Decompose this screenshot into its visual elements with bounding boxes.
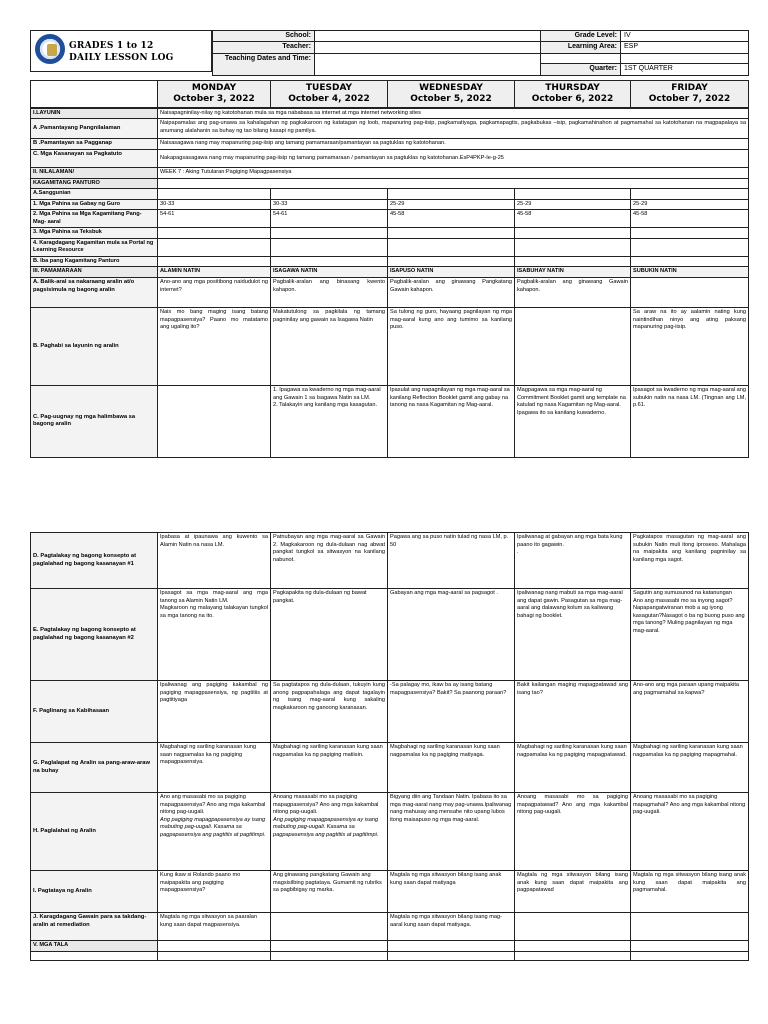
objectives-table (30, 108, 749, 458)
procedure-cell: Ano-ano ang mga paraan upang maipakita ang pagmamahal sa kapwa? (631, 681, 749, 743)
deped-seal-icon (35, 34, 65, 64)
day-name: MONDAY (191, 83, 237, 93)
grade-level-value: IV (621, 31, 749, 42)
layunin-label: I.LAYUNIN (31, 108, 158, 119)
procedure-cell: Anoang masasabi mo sa pagiging mapagpasensiya? Ano ang mga kakambal nitong pag-uugali. Ang pagiging mapagpapasensiya ay isang mabuting pag-uugali. Kasama sa pagpapasensiya ang pagtitiis at pagtitimpi. (271, 793, 388, 871)
resource-cell: 30-33 (271, 199, 388, 210)
procedure-cell-emphasis: Ang pagiging mapagpapasensiya ay isang mabuting pag-uugali. Kasama sa pagpapasensiya ang pagtitiis at pagtitimpi. (160, 816, 266, 838)
procedure-cell (631, 277, 749, 307)
school-label: School: (213, 31, 315, 42)
day-date: October 4, 2022 (288, 93, 370, 104)
teacher-label: Teacher: (213, 42, 315, 53)
layunin-text: Naisapagninilay-nilay ng katotohanan mula sa mga nababasa sa internet at mga internet networking sites (158, 108, 749, 119)
procedure-cell: Magtala ng mga sitwasyon bilang isang mag-aaral kung saan dapat matiyaga. (388, 913, 515, 941)
sanggunian-label: A.Sanggunian (31, 189, 158, 200)
procedure-cell: Pagkapakita ng dula-dulaan ng bawat pangkat. (271, 589, 388, 681)
procedure-cell: Makatutulong sa pagkilala ng tamang pagninilay ang gawain sa Isagawa Natin (271, 307, 388, 385)
procedure-cell: Bakit kailangan maging mapagpatawad ang isang tao? (515, 681, 631, 743)
day-name: FRIDAY (671, 83, 708, 93)
procedure-cell: Kung ikaw si Rolando paano mo maipapakita ang pagiging mapagpasensiya? (158, 871, 271, 913)
procedure-cell (515, 913, 631, 941)
procedure-cell: Ipaliwanag ang pagiging kakambal ng pagiging mapagpasensiya, ng pagtitiis at pagtitiyaga (158, 681, 271, 743)
resource-row-label: 3. Mga Pahina sa Teksbuk (31, 228, 158, 239)
logo-line-2: DAILY LESSON LOG (69, 53, 174, 64)
procedure-cell: Ipasagot sa kwaderno ng mga mag-aaral ang subukin natin na nasa LM. (Tingnan ang LM, p.61. (631, 385, 749, 457)
procedure-cell: Sagutin ang sumusunod na katanungan Ano ang masasabi mo sa inyong sagot? Napapangatwiranan mob a ag iyong kasagutan?Nasagot o ba ng buong puso ang mga tanong? Muling pagnilayan ng mga mag-aaral. (631, 589, 749, 681)
procedure-cell: Anoang masasabi mo sa pagiging mapagpatawad? Ano ang mga kakambal nitong pag-uugali. (515, 793, 631, 871)
procedure-cell: Sa pagtatapos ng dula-dulaan, tukuyin kung anong pagpapahalaga ang dapat tagalayin ng isang mag-aaral kung sakaling magkakaroon ng ganoong karanasan. (271, 681, 388, 743)
lesson-table-bottom (30, 532, 748, 961)
pamantayang-pangnilalaman-text: Naipapamalas ang pag-unawa sa kahalagahan ng pagkakaroon ng katatagan ng loob, mapanuring pag-iisip, pagkamatiyaga, pagkamapagtis, pagkabukas –isip, pagkamahinahon at pagmamahal sa katotohanan na magpapalaya sa anumang alalahanin sa buhay ng tao bilang kasapi ng pamilya. (158, 119, 749, 139)
mga-tala-label: V. MGA TALA (31, 941, 158, 952)
procedure-row-label: F. Paglinang sa Kabihasaan (31, 681, 158, 743)
procedure-cell: Gabayan ang mga mag-aaral sa pagsagot . (388, 589, 515, 681)
procedure-cell-text: Ipasulat ang napagnilayan ng mga mag-aaral sa kanilang Reflection Booklet gamit ang gabay na tanong na nasa Kagamitan ng Mag-aaral. (390, 386, 510, 409)
procedure-cell: Magtala ng mga sitwasyon bilang isang anak kung saan dapat matiyaga (388, 871, 515, 913)
pamantayan-pagganap-label: B .Pamantayan sa Pagganap (31, 139, 158, 150)
resource-row-label: 2. Mga Pahina sa Mga Kagamitang Pang- Mag- aaral (31, 210, 158, 228)
grade-level-label: Grade Level: (541, 31, 621, 42)
nilalaman-label: II. NILALAMAN/ (31, 167, 158, 178)
procedure-cell: Magbahagi ng sariling karanasan kung saan nagpamalas ka ng pagiging mapagpasensiya. (158, 743, 271, 793)
procedure-cell: Magtala ng mga sitwasyon bilang isang anak kung saan dapat maipakita ang pagpapatawad (515, 871, 631, 913)
teaching-dates-label: Teaching Dates and Time: (213, 53, 315, 75)
procedure-cell: Bigyang diin ang Tandaan Natin. Ipabasa ito sa mga mag-aaral nang may pag-unawa.Ipaliwanag nang mahusay ang mensahe nito upang lubos itong maisapuso ng mga mag-aaral. (388, 793, 515, 871)
day-header-monday (158, 81, 271, 108)
procedure-cell: Ipaliwanag at gabayan ang mga bata kung paano ito gagawin. . (515, 533, 631, 589)
day-date: October 5, 2022 (410, 93, 492, 104)
procedure-cell: Ano-ano ang mga positibong naidudulot ng internet? (158, 277, 271, 307)
procedures-table (30, 532, 749, 961)
day-name: TUESDAY (305, 83, 353, 93)
procedure-cell: Anoang masasabi mo sa pagiging mapagmahal? Ano ang mga kakambal nitong pag-uugali. (631, 793, 749, 871)
day-date: October 6, 2022 (531, 93, 614, 104)
procedure-row-label: B. Paghabi sa layunin ng aralin (31, 307, 158, 385)
days-header (30, 80, 749, 108)
school-value (315, 31, 541, 42)
header-block (30, 30, 748, 72)
procedure-cell: Pagkatapos masagutan ng mag-aaral ang subukin Natin muli itong iproseso. Mahalaga na maipakita ang kanilang pagninilay sa kanilang mga sagot. (631, 533, 749, 589)
resource-cell: 25-29 (388, 199, 515, 210)
procedure-cell (271, 913, 388, 941)
resource-cell: 30-33 (158, 199, 271, 210)
procedure-cell: Ang ginawang pangkatang Gawain ang magsisilbing pagtataya. Gumamit ng rubriks sa pagbibigay ng marka. (271, 871, 388, 913)
teacher-value (315, 42, 541, 53)
procedure-row-label: J. Karagdagang Gawain para sa takdang- aralin at remediation (31, 913, 158, 941)
procedure-row-label: D. Pagtalakay ng bagong konsepto at paglalahad ng bagong kasanayan #1 (31, 533, 158, 589)
day-name: THURSDAY (545, 83, 600, 93)
header-info-table (212, 30, 749, 76)
resource-cell: 25-29 (515, 199, 631, 210)
procedure-cell-commitment (515, 385, 631, 457)
procedure-cell (158, 385, 271, 457)
resource-row-label: 1. Mga Pahina sa Gabay ng Guro (31, 199, 158, 210)
lesson-table-top (30, 80, 748, 458)
procedure-cell: Ipasagot sa mga mag-aaral ang mga tanong sa Alamin Natin LM. Magkaroon ng malayang talakayan tungkol sa mga tanong na ito. (158, 589, 271, 681)
procedure-cell: Pagawa ang sa puso natin tulad ng nasa LM, p. 50 (388, 533, 515, 589)
procedure-cell: Magbahagi ng sariling karanasan kung saan nagpamalas ka ng pagiging mapagmahal. (631, 743, 749, 793)
procedure-row-label: E. Pagtalakay ng bagong konsepto at paglalahad ng bagong kasanayan #2 (31, 589, 158, 681)
procedure-cell: Pagbalik-aralan ang ginawang Gawain kahapon. (515, 277, 631, 307)
kagamitan-label: KAGAMITANG PANTURO (31, 178, 158, 189)
day-header-friday (631, 81, 749, 108)
procedure-cell-emphasis: Ang pagiging mapagpapasensiya ay isang mabuting pag-uugali. Kasama sa pagpapasensiya ang pagtitiis at pagtitimpi. (273, 816, 379, 838)
procedure-row-label: I. Pagtataya ng Aralin (31, 871, 158, 913)
procedure-cell: Ipaliwanag nang mabuti sa mga mag-aaral ang dapat gawin. Pasagutan sa mga mag-aaral ang dalawang kolum sa kaliwang bahagi ng booklet. (515, 589, 631, 681)
procedure-cell: Ipabasa at ipaunawa ang kuwento sa Alamin Natin na nasa LM. (158, 533, 271, 589)
procedure-cell-text: Magpagawa sa mga mag-aaral ng Commitment Booklet gamit ang template na katulad ng nasa Kagamitan ng Mag-aaral. Ipagawa ito sa kanilang kuwaderno. (517, 386, 626, 416)
quarter-value-text: 1ST QUARTER (624, 65, 673, 73)
pamantayang-pangnilalaman-label: A .Pamantayang Pangnilalaman (31, 119, 158, 139)
nilalaman-text: WEEK 7 : Aking Tutularan:Pagiging Mapagpasensiya (158, 167, 749, 178)
phase-label: ISAGAWA NATIN (271, 267, 388, 278)
day-name: WEDNESDAY (419, 83, 483, 93)
phase-label: ISABUHAY NATIN (515, 267, 631, 278)
resource-row-label: B. Iba pang Kagamitang Panturo (31, 256, 158, 267)
procedure-cell: Magbahagi ng sariling karanasan kung saan nagpamalas ka ng pagiging mapagpatawad. (515, 743, 631, 793)
procedure-row-label: A. Balik-aral sa nakaraang aralin at/o pagsisimula ng bagong aralin (31, 277, 158, 307)
resource-row-label: 4. Karagdagang Kagamitan mula sa Portal ng Learning Resource (31, 238, 158, 256)
day-date: October 3, 2022 (173, 93, 255, 104)
procedure-row-label: H. Paglalahat ng Aralin (31, 793, 158, 871)
day-header-wednesday (388, 81, 515, 108)
logo-line-1: GRADES 1 to 12 (69, 41, 154, 51)
pamantayan-pagganap-text: Naisasagawa nang may mapanuring pag-iisip ang tamang pamamaraan/pamantayan sa pagtuklas ng katotohanan. (158, 139, 749, 150)
procedure-cell (515, 307, 631, 385)
procedure-cell: Patnubayan ang mga mag-aaral sa Gawain 2. Magkakaroon ng dula-dulaan nag abwat pangkat tungkol sa sitwasyon na kanilang nabunot. (271, 533, 388, 589)
phase-label: SUBUKIN NATIN (631, 267, 749, 278)
procedure-row-label: C. Pag-uugnay ng mga halimbawa sa bagong aralin (31, 385, 158, 457)
day-header-thursday (515, 81, 631, 108)
pamamaraan-label: III. PAMAMARAAN (31, 267, 158, 278)
kasanayan-text: Nakapagsasagawa nang may mapanuring pag-iisip ng tamang pamamaraan / pamantayan sa pagtuklas ng katotohanan.EsP4PKP-Ie-g-25 (158, 149, 749, 167)
procedure-cell: -Sa palagay mo, ikaw ba ay isang batang mapagpasensiya? Bakit? Sa paanong paraan? (388, 681, 515, 743)
procedure-cell: Sa araw na ito ay aalamin nating kung naintindihan ninyo ang ating paksang mapanuring pag-iisip. (631, 307, 749, 385)
phase-label: ALAMIN NATIN (158, 267, 271, 278)
procedure-cell: Magtala ng mga sitwasyon bilang isang anak kung saan dapat maipakita ang pagmamahal. (631, 871, 749, 913)
resource-cell: 54-61 (271, 210, 388, 228)
learning-area-value: ESP (621, 42, 749, 53)
procedure-cell: Sa tulong ng guro, hayaang pagnilayan ng mga mag-aaral kung ano ang tumimo sa kanilang puso. (388, 307, 515, 385)
resource-cell: 45-58 (388, 210, 515, 228)
procedure-cell: 1. Ipagawa sa kwaderno ng mga mag-aaral ang Gawain 1 sa Isagawa Natin sa LM. 2. Talakayin ang kanilang mga kasagutan. (271, 385, 388, 457)
procedure-cell: Magbahagi ng sariling karanasan kung saan nagpamalas ka ng pagiging matiyaga. (388, 743, 515, 793)
resource-cell: 54-61 (158, 210, 271, 228)
quarter-label: Quarter: (541, 64, 621, 75)
procedure-cell: Magbahagi ng sariling karanasan kung saan nagpamalas ka ng pagiging matiisin. (271, 743, 388, 793)
kasanayan-label: C. Mga Kasanayan sa Pagkatuto (31, 149, 158, 167)
procedure-cell: Pagbalik-aralan ang ginawang Pangkatang Gawain kahapon. (388, 277, 515, 307)
resource-cell: 45-58 (631, 210, 749, 228)
day-header-tuesday (271, 81, 388, 108)
learning-area-label: Learning Area: (541, 42, 621, 53)
procedure-cell (631, 913, 749, 941)
logo-title (69, 40, 174, 64)
procedure-cell: Ano ang masasabi mo sa pagiging mapagpasensiya? Ano ang mga kakambal nitong pag-uugali. Ang pagiging mapagpapasensiya ay isang mabuting pag-uugali. Kasama sa pagpapasensiya ang pagtitiis at pagtitimpi. (158, 793, 271, 871)
procedure-cell-reflection (388, 385, 515, 457)
resource-cell: 25-29 (631, 199, 749, 210)
procedure-row-label: G. Paglalapat ng Aralin sa pang-araw-araw na buhay (31, 743, 158, 793)
resource-cell: 45-58 (515, 210, 631, 228)
procedure-cell: Pagbalik-aralan ang binasang kwento kahapon. (271, 277, 388, 307)
phase-label: ISAPUSO NATIN (388, 267, 515, 278)
procedure-cell: Nais mo bang maging isang batang mapagpasensiya? Paano mo matatamo ang ugaling ito? (158, 307, 271, 385)
quarter-value (621, 64, 749, 75)
logo-box (30, 30, 212, 72)
teaching-dates-value (315, 53, 541, 75)
day-date: October 7, 2022 (648, 93, 731, 104)
procedure-cell: Magtala ng mga sitwasyon sa paaralan kung saan dapat magpasensiya. (158, 913, 271, 941)
